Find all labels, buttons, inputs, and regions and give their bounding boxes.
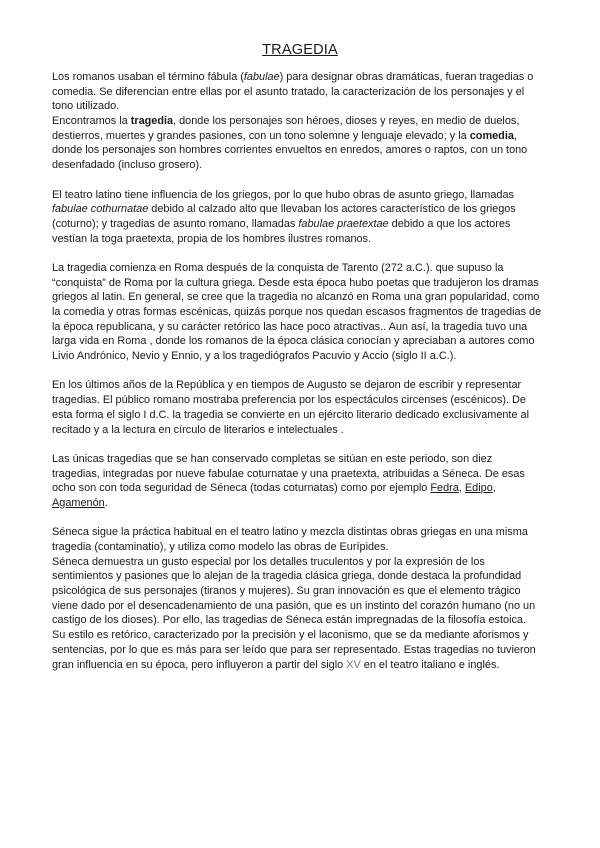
text-run: tragedia (contaminatio), y utiliza como modelo las obras de Eurípides. [52,541,389,553]
text-run: recitado y a la lectura en círculo de literarios e intelectuales . [52,423,344,436]
text-line [52,290,572,305]
work-title-link: Fedra [430,482,459,495]
text-line [52,305,572,320]
text-run: Los romanos usaban el término fábula ( [52,71,244,83]
text-run: La tragedia comienza en Roma después de la conquista de Tarento (272 a.C.). que supuso la [52,261,504,274]
text-run: la época republicana, y su carácter retórico las hace poco atractivas.. Aun así, la tragedia tuvo una [52,320,528,333]
text-line [52,569,572,584]
text-run: Encontramos la [52,115,131,128]
paragraph [52,452,572,511]
text-run: comedia. Se diferencian entre ellas por el asunto tratado, la caracterización de los personajes y el [52,85,525,98]
text-line [52,378,572,393]
text-run: En los últimos años de la República y en tiempos de Augusto se dejaron de escribir y representar [52,379,522,392]
text-line [52,555,572,570]
text-run: debido a que los actores [388,217,511,230]
text-line [52,261,572,276]
italic-term: fabulae praetextae [298,217,389,230]
text-run: ) para designar obras dramáticas, fueran tragedias o [279,71,534,83]
text-run: debido al calzado alto que llevaban los actores característico de los griegos [148,203,516,216]
text-line [52,599,572,614]
work-title-link: Edipo [464,482,493,495]
text-line [52,408,572,423]
paragraph [52,525,572,672]
text-line [52,129,572,144]
text-run: , [492,482,496,495]
text-run: Su estilo es retórico, caracterizado por la precisión y el laconismo, que se da mediante aforismos y [52,629,529,642]
paragraph [52,378,572,437]
text-run: ocho son con toda seguridad de Séneca (todas coturnatas) como por ejemplo [52,482,431,495]
text-line [52,349,572,364]
text-line [52,658,572,673]
paragraph [52,261,572,364]
work-title-link: Agamenón [52,496,105,509]
text-run: Séneca demuestra un gusto especial por los detalles truculentos y por la expresión de los [52,555,485,568]
text-run: viene dado por el desencadenamiento de una pasión, que es un instinto del corazón humano (no un [52,599,536,612]
text-line [52,643,572,658]
text-run: griegos al latin. En general, se cree que la tragedia no alcanzó en Roma una gran popularidad, como [52,291,540,304]
text-run: Las únicas tragedias que se han conservado completas se sitúan en este periodo, son diez [52,452,493,465]
text-run: larga vida en Roma , donde los romanos de la época clásica conocían y apreciaban a autores como [52,335,535,348]
text-run: castigo de los dioses). Por ello, las tragedias de Séneca están impregnadas de la filosofía estoica. [52,614,527,627]
text-run: desenfadado (incluso grosero). [52,159,203,172]
paragraph-spacer [52,246,572,261]
text-line [52,85,572,100]
paragraph [52,70,572,173]
text-line [52,202,572,217]
text-run: El teatro latino tiene influencia de los griegos, por lo que hubo obras de asunto griego, llamadas [52,188,514,201]
text-line [52,423,572,438]
text-run: sentimientos y pasiones que lo alejan de la tragedia clásica griega, donde destaca la profundidad [52,570,522,583]
text-run: “conquista” de Roma por la cultura griega. Desde esta época hubo poetas que tradujeron los dramas [52,276,539,289]
text-line [52,276,572,291]
text-run: tragedias. El público romano mostraba preferencia por los espectáculos circenses (escénicos). De [52,394,526,407]
text-line [52,143,572,158]
text-run: gran influencia en su época, pero influyeron a partir del siglo [52,658,347,671]
text-line [52,393,572,408]
text-line [52,613,572,628]
text-run: la comedia y otras formas escénicas, quizás porque nos quedan escasos fragmentos de tragedias de [52,306,542,318]
paragraph-spacer [52,511,572,526]
text-run: tragedias, integradas por nueve fabulae coturnatae y una praetexta, atribuidas a Séneca. De esas [52,467,525,480]
text-line [52,452,572,467]
text-run: , donde los personajes son héroes, dioses y reyes, en medio de duelos, [173,115,520,128]
text-run: , [458,482,465,495]
text-line [52,481,572,496]
text-run: sentencias, por lo que es más para ser leído que para ser representado. Estas tragedias no tuvieron [52,643,536,656]
text-run: . [104,496,108,509]
paragraph-spacer [52,364,572,379]
text-line [52,540,572,555]
text-line [52,70,572,85]
text-run: Séneca sigue la práctica habitual en el teatro latino y mezcla distintas obras griegas en una misma [52,526,528,539]
text-line [52,467,572,482]
text-line [52,628,572,643]
bold-term: tragedia [130,115,174,128]
text-line [52,158,572,173]
text-line [52,320,572,335]
century-numeral: XV [346,658,361,671]
text-line [52,525,572,540]
text-line [52,334,572,349]
text-line [52,496,572,511]
document-title: TRAGEDIA [262,42,338,58]
text-run: psicológica de sus personajes (tiranos y mujeres). Su gran innovación es que el elemento trágico [52,585,521,598]
text-run: Livio Andrónico, Nevio y Ennio, y a los tragediógrafos Pacuvio y Accio (siglo II a.C.). [52,350,457,363]
text-run: tono utilizado. [52,100,120,113]
text-run: esta forma el siglo I d.C. la tragedia se convierte en un ejército literario dedicado exclusivamente al [52,408,530,421]
text-line [52,584,572,599]
paragraph [52,188,572,247]
text-run: destierros, muertes y grandes pasiones, con un tono solemne y lenguaje elevado; y la [52,129,470,142]
document-body [52,70,572,672]
italic-term: fabulae cothurnatae [52,203,149,216]
text-run: (coturno); y tragedias de asunto romano, llamadas [52,217,299,230]
paragraph-spacer [52,173,572,188]
text-line [52,232,572,247]
text-run: donde los personajes son hombres corrientes envueltos en enredos, amores o raptos, con un tono [52,144,528,157]
text-line [52,217,572,232]
italic-term: fabulae [243,71,280,83]
paragraph-spacer [52,437,572,452]
text-run: vestían la toga praetexta, propia de los hombres ilustres romanos. [52,232,372,245]
text-line [52,114,572,129]
text-line [52,99,572,114]
text-line [52,188,572,203]
bold-term: comedia [469,129,514,142]
text-run: en el teatro italiano e inglés. [360,658,500,671]
text-run: , [513,129,517,142]
